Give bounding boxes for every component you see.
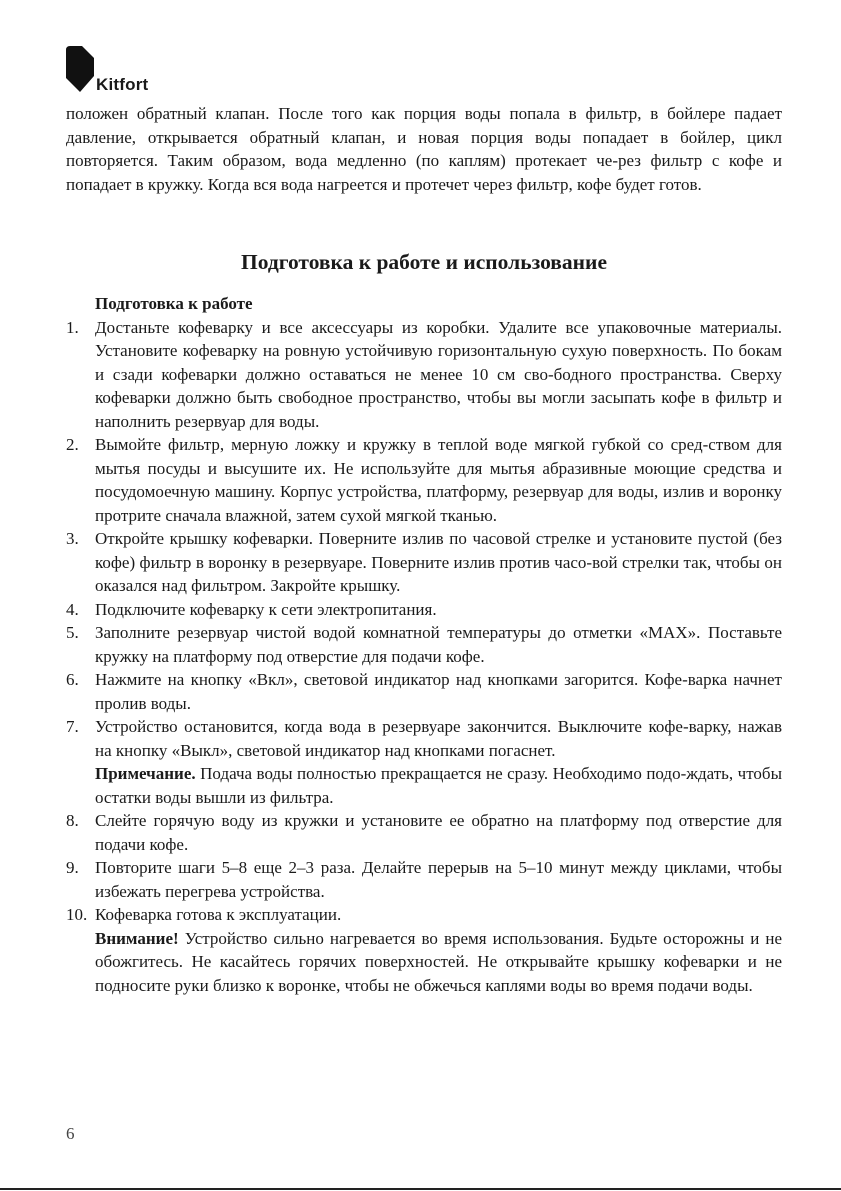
step-note-label: Примечание. bbox=[95, 764, 196, 783]
step-text: Повторите шаги 5–8 еще 2–3 раза. Делайте перерыв на 5–10 минут между циклами, чтобы избежать перегрева устройства. bbox=[95, 858, 782, 901]
step-text: Кофеварка готова к эксплуатации. bbox=[95, 905, 342, 924]
step-item bbox=[66, 598, 782, 622]
page-number: 6 bbox=[66, 1124, 75, 1143]
step-note-text: Устройство сильно нагревается во время использования. Будьте осторожны и не обожгитесь. Не касайтесь горячих поверхностей. Не открывайте крышку кофеварки и не подносите руки близко к воронке, чтобы не обжечься каплями воды во время подачи воды. bbox=[95, 928, 782, 995]
step-number: 3. bbox=[66, 529, 79, 548]
step-text: Слейте горячую воду из кружки и установите ее обратно на платформу под отверстие для подачи кофе. bbox=[95, 811, 782, 854]
step-item bbox=[66, 316, 782, 434]
step-item bbox=[66, 856, 782, 903]
step-number: 8. bbox=[66, 811, 79, 830]
step-item bbox=[66, 668, 782, 715]
step-item bbox=[66, 527, 782, 598]
kitfort-logo-icon bbox=[66, 46, 94, 92]
step-number: 7. bbox=[66, 717, 79, 736]
step-number: 9. bbox=[66, 858, 79, 877]
step-note bbox=[95, 927, 782, 998]
brand-name: Kitfort bbox=[96, 75, 149, 94]
step-item bbox=[66, 433, 782, 527]
step-text: Откройте крышку кофеварки. Поверните излив по часовой стрелке и установите пустой (без кофе) фильтр в воронку в резервуаре. Поверните излив против часо-вой стрелки так, чтобы он оказался над фильтром. Закройте крышку. bbox=[95, 529, 782, 595]
step-note bbox=[95, 762, 782, 809]
step-number: 4. bbox=[66, 599, 79, 619]
step-text: Устройство остановится, когда вода в резервуаре закончится. Выключите кофе-варку, нажав на кнопку «Выкл», световой индикатор над кнопками погаснет. bbox=[95, 717, 782, 760]
step-number: 1. bbox=[66, 317, 79, 337]
section-title: Подготовка к работе и использование bbox=[241, 250, 607, 274]
step-item bbox=[66, 809, 782, 856]
step-item bbox=[66, 903, 782, 997]
step-number: 10. bbox=[66, 905, 88, 924]
step-text: Достаньте кофеварку и все аксессуары из коробки. Удалите все упаковочные материалы. Установите кофеварку на ровную устойчивую горизонтальную сухую поверхность. По бокам и сзади кофеварки должно оставаться не менее 10 см сво-бодного пространства. Сверху кофеварки должно быть свободное пространство, чтобы вы могли засыпать кофе в фильтр и наполнить резервуар для воды. bbox=[95, 317, 782, 431]
bottom-rule bbox=[0, 1188, 841, 1190]
steps-list bbox=[66, 316, 782, 998]
section-subtitle: Подготовка к работе bbox=[95, 294, 253, 313]
step-note-label: Внимание! bbox=[95, 928, 179, 948]
step-number: 6. bbox=[66, 670, 79, 689]
step-text: Заполните резервуар чистой водой комнатной температуры до отметки «MAX». Поставьте кружку на платформу под отверстие для подачи кофе. bbox=[95, 623, 782, 666]
step-text: Подключите кофеварку к сети электропитания. bbox=[95, 599, 437, 619]
step-item bbox=[66, 621, 782, 668]
step-number: 5. bbox=[66, 623, 79, 642]
step-text: Нажмите на кнопку «Вкл», световой индикатор над кнопками загорится. Кофе-варка начнет пролив воды. bbox=[95, 670, 782, 713]
step-text: Вымойте фильтр, мерную ложку и кружку в теплой воде мягкой губкой со сред-ством для мытья посуды и высушите их. Не используйте для мытья абразивные моющие средства и посудомоечную машину. Корпус устройства, платформу, резервуар для воды, излив и воронку протрите сначала влажной, затем сухой мягкой тканью. bbox=[95, 435, 782, 525]
page-content bbox=[66, 102, 782, 997]
step-number: 2. bbox=[66, 435, 79, 454]
step-note-text: Подача воды полностью прекращается не сразу. Необходимо подо-ждать, чтобы остатки воды вышли из фильтра. bbox=[95, 764, 782, 807]
intro-paragraph: положен обратный клапан. После того как порция воды попала в фильтр, в бойлере падает давление, открывается обратный клапан, и новая порция воды попадает в бойлер, цикл повторяется. Таким образом, вода медленно (по каплям) протекает че-рез фильтр с кофе и попадает в кружку. Когда вся вода нагреется и протечет через фильтр, кофе будет готов. bbox=[66, 104, 782, 194]
step-item bbox=[66, 715, 782, 809]
